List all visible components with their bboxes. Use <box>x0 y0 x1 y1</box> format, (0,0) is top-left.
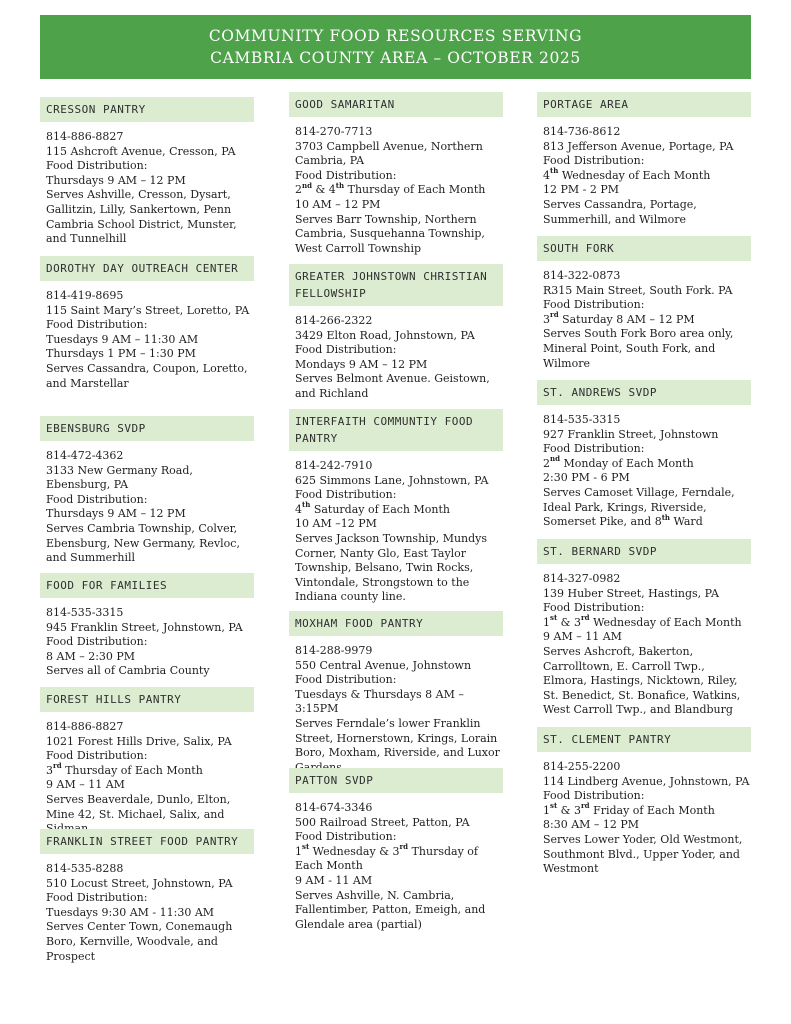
ordinal-suffix: th <box>335 180 345 190</box>
pantry-phone: 814-322-0873 <box>543 269 621 282</box>
service-area: Serves Cassandra, Portage, Summerhill, and Wilmore <box>543 197 697 226</box>
distribution-label: Food Distribution: <box>543 601 645 615</box>
pantry-address: 1021 Forest Hills Drive, Salix, PA <box>46 734 232 748</box>
schedule-text: Saturday of Each Month <box>310 502 450 516</box>
distribution-hours: 12 PM - 2 PM <box>543 183 620 197</box>
pantry-phone: 814-886-8827 <box>46 130 124 143</box>
distribution-schedule <box>543 166 751 184</box>
ordinal-suffix: rd <box>550 310 559 320</box>
ordinal-number: 4 <box>295 502 302 516</box>
ordinal-suffix: rd <box>580 613 590 623</box>
pantry-address: 550 Central Avenue, Johnstown <box>295 658 472 672</box>
ordinal-suffix: nd <box>550 454 560 464</box>
pantry-food-for-families <box>40 573 254 679</box>
pantry-heading: FOREST HILLS PANTRY <box>40 687 254 712</box>
ordinal-suffix: st <box>550 801 558 811</box>
pantry-address: 927 Franklin Street, Johnstown <box>543 427 719 441</box>
distribution-hours: 8:30 AM – 12 PM <box>543 818 640 832</box>
pantry-heading: FOOD FOR FAMILIES <box>40 573 254 598</box>
service-area: Serves Barr Township, Northern Cambria, Susquehanna Township, West Carroll Township <box>295 212 485 255</box>
pantry-address: 3703 Campbell Avenue, Northern Cambria, PA <box>295 139 483 168</box>
pantry-st-clement <box>537 727 751 877</box>
schedule-text: Thursday of Each Month <box>344 183 486 197</box>
ordinal-suffix: nd <box>302 180 312 190</box>
distribution-hours: Thursdays 9 AM – 12 PM <box>46 173 186 187</box>
pantry-address: 813 Jefferson Avenue, Portage, PA <box>543 139 734 153</box>
distribution-hours: Tuesdays & Thursdays 8 AM – 3:15PM <box>295 687 464 716</box>
distribution-label: Food Distribution: <box>295 343 397 357</box>
distribution-label: Food Distribution: <box>46 635 148 649</box>
ordinal-suffix: th <box>661 512 671 522</box>
pantry-portage <box>537 92 751 227</box>
distribution-label: Food Distribution: <box>543 298 645 312</box>
ordinal-number: 1 <box>543 803 550 817</box>
pantry-phone: 814-535-3315 <box>46 606 124 619</box>
schedule-text: Monday of Each Month <box>559 456 694 470</box>
pantry-address: 510 Locust Street, Johnstown, PA <box>46 876 233 890</box>
pantry-details <box>289 117 503 256</box>
pantry-heading: DOROTHY DAY OUTREACH CENTER <box>40 256 254 281</box>
pantry-details <box>289 451 503 605</box>
pantry-forest-hills <box>40 687 254 837</box>
ordinal-suffix: th <box>302 500 311 510</box>
distribution-label: Food Distribution: <box>46 318 148 332</box>
pantry-phone: 814-419-8695 <box>46 289 124 302</box>
pantry-st-bernard-svdp <box>537 539 751 718</box>
distribution-hours: 2:30 PM - 6 PM <box>543 471 630 485</box>
pantry-franklin-street <box>40 829 254 964</box>
pantry-details <box>537 117 751 227</box>
distribution-label: Food Distribution: <box>295 830 397 844</box>
ordinal-suffix: st <box>550 613 558 623</box>
schedule-text: & 4 <box>311 183 336 197</box>
pantry-address: 114 Lindberg Avenue, Johnstown, PA <box>543 774 750 788</box>
distribution-hours: 9 AM – 11 AM <box>543 630 622 644</box>
distribution-schedule <box>543 310 751 328</box>
pantry-phone: 814-242-7910 <box>295 459 373 472</box>
pantry-details <box>289 636 503 775</box>
pantry-cresson <box>40 97 254 247</box>
distribution-label: Food Distribution: <box>46 749 148 763</box>
distribution-hours: 10 AM –12 PM <box>295 517 377 531</box>
ordinal-suffix: rd <box>580 801 590 811</box>
pantry-details <box>40 854 254 964</box>
pantry-heading: PORTAGE AREA <box>537 92 751 117</box>
distribution-hours: Tuesdays 9:30 AM - 11:30 AM <box>46 905 215 919</box>
ordinal-suffix: th <box>550 166 559 176</box>
pantry-heading: CRESSON PANTRY <box>40 97 254 122</box>
schedule-text: & 3 <box>557 803 581 817</box>
schedule-text: Thursday of Each Month <box>61 763 203 777</box>
distribution-hours: 9 AM – 11 AM <box>46 778 125 792</box>
pantry-patton-svdp <box>289 768 503 932</box>
distribution-schedule <box>295 180 503 198</box>
pantry-phone: 814-255-2200 <box>543 760 621 773</box>
pantry-good-samaritan <box>289 92 503 256</box>
distribution-hours: Mondays 9 AM – 12 PM <box>295 357 428 371</box>
pantry-details <box>40 598 254 679</box>
distribution-label: Food Distribution: <box>295 168 397 182</box>
service-area: Serves Lower Yoder, Old Westmont, Southmont Blvd., Upper Yoder, and Westmont <box>543 832 743 876</box>
service-area: Serves Cambria Township, Colver, Ebensburg, New Germany, Revloc, and Summerhill <box>46 521 240 565</box>
pantry-heading: ST. CLEMENT PANTRY <box>537 727 751 752</box>
distribution-schedule <box>543 454 751 472</box>
pantry-address: 139 Huber Street, Hastings, PA <box>543 586 719 600</box>
ordinal-number: 3 <box>543 312 550 326</box>
schedule-text: Wednesday of Each Month <box>558 168 711 182</box>
service-area-text: Ward <box>670 515 703 529</box>
pantry-address: 3133 New Germany Road, Ebensburg, PA <box>46 463 193 492</box>
ordinal-suffix: rd <box>399 842 409 852</box>
service-area-text: Serves Camoset Village, Ferndale, Ideal Park, Krings, Riverside, Somerset Pike, and 8 <box>543 485 735 529</box>
distribution-label: Food Distribution: <box>46 159 148 173</box>
service-area: Serves Center Town, Conemaugh Boro, Kernville, Woodvale, and Prospect <box>46 920 233 963</box>
pantry-phone: 814-472-4362 <box>46 449 124 462</box>
schedule-text: Friday of Each Month <box>589 803 715 817</box>
pantry-heading: FRANKLIN STREET FOOD PANTRY <box>40 829 254 854</box>
service-area <box>543 486 751 530</box>
pantry-address: R315 Main Street, South Fork. PA <box>543 283 733 297</box>
distribution-label: Food Distribution: <box>295 673 397 687</box>
pantry-phone: 814-886-8827 <box>46 720 124 733</box>
service-area: Serves all of Cambria County <box>46 664 210 678</box>
service-area: Serves South Fork Boro area only, Mineral Point, South Fork, and Wilmore <box>543 327 734 370</box>
pantry-phone: 814-535-8288 <box>46 862 124 875</box>
service-area: Serves Belmont Avenue. Geistown, and Richland <box>295 372 490 400</box>
pantry-address: 500 Railroad Street, Patton, PA <box>295 815 470 829</box>
ordinal-number: 1 <box>543 615 550 629</box>
schedule-text: Thursday of Each Month <box>295 844 478 873</box>
pantry-details <box>537 752 751 877</box>
pantry-address: 625 Simmons Lane, Johnstown, PA <box>295 473 489 487</box>
pantry-details <box>40 122 254 247</box>
distribution-label: Food Distribution: <box>46 492 148 506</box>
distribution-label: Food Distribution: <box>295 488 397 502</box>
pantry-phone: 814-266-2322 <box>295 314 373 327</box>
pantry-heading: INTERFAITH COMMUNTIY FOOD PANTRY <box>289 409 503 451</box>
banner-title-line2: CAMBRIA COUNTY AREA – OCTOBER 2025 <box>210 49 581 67</box>
distribution-hours: 8 AM – 2:30 PM <box>46 649 136 663</box>
pantry-heading: PATTON SVDP <box>289 768 503 793</box>
ordinal-number: 3 <box>46 763 53 777</box>
pantry-moxham <box>289 611 503 775</box>
distribution-label: Food Distribution: <box>543 154 645 168</box>
pantry-heading: GREATER JOHNSTOWN CHRISTIAN FELLOWSHIP <box>289 264 503 306</box>
pantry-details <box>289 306 503 402</box>
pantry-address: 945 Franklin Street, Johnstown, PA <box>46 620 243 634</box>
ordinal-suffix: st <box>302 842 310 852</box>
distribution-hours: Thursdays 1 PM – 1:30 PM <box>46 347 196 361</box>
pantry-ebensburg-svdp <box>40 416 254 566</box>
distribution-schedule <box>46 761 254 779</box>
service-area: Serves Ashcroft, Bakerton, Carrolltown, E. Carroll Twp., Elmora, Hastings, Nicktown, Riley, St. Benedict, St. Bonafice, Watkins, West Carroll Twp., and Blandburg <box>543 644 741 717</box>
pantry-phone: 814-674-3346 <box>295 801 373 814</box>
distribution-label: Food Distribution: <box>543 789 645 803</box>
ordinal-number: 2 <box>543 456 550 470</box>
pantry-phone: 814-736-8612 <box>543 125 621 138</box>
pantry-details <box>537 261 751 371</box>
pantry-address: 115 Saint Mary’s Street, Loretto, PA <box>46 303 250 317</box>
pantry-details <box>537 405 751 530</box>
pantry-address: 115 Ashcroft Avenue, Cresson, PA <box>46 144 236 158</box>
service-area: Serves Cassandra, Coupon, Loretto, and Marstellar <box>46 361 248 390</box>
service-area: Serves Ashville, Cresson, Dysart, Gallitzin, Lilly, Sankertown, Penn Cambria School District, Munster, and Tunnelhill <box>46 188 237 246</box>
ordinal-number: 1 <box>295 844 302 858</box>
schedule-text: & 3 <box>557 615 581 629</box>
ordinal-number: 4 <box>543 168 550 182</box>
pantry-heading: ST. BERNARD SVDP <box>537 539 751 564</box>
schedule-text: Wednesday of Each Month <box>589 615 742 629</box>
schedule-text: Saturday 8 AM – 12 PM <box>558 312 695 326</box>
page-banner <box>40 15 751 79</box>
distribution-schedule <box>543 801 751 819</box>
pantry-st-andrews-svdp <box>537 380 751 530</box>
distribution-schedule <box>543 613 751 631</box>
distribution-hours: Thursdays 9 AM – 12 PM <box>46 507 186 521</box>
pantry-details <box>40 281 254 391</box>
pantry-address: 3429 Elton Road, Johnstown, PA <box>295 328 475 342</box>
distribution-hours: 9 AM - 11 AM <box>295 873 373 887</box>
pantry-phone: 814-327-0982 <box>543 572 621 585</box>
pantry-phone: 814-288-9979 <box>295 644 373 657</box>
pantry-phone: 814-270-7713 <box>295 125 373 138</box>
distribution-label: Food Distribution: <box>543 442 645 456</box>
pantry-details <box>289 793 503 932</box>
pantry-details <box>537 564 751 718</box>
pantry-heading: EBENSBURG SVDP <box>40 416 254 441</box>
pantry-interfaith <box>289 409 503 605</box>
ordinal-suffix: rd <box>53 761 62 771</box>
service-area: Serves Jackson Township, Mundys Corner, Nanty Glo, East Taylor Township, Belsano, Twin Rocks, Vintondale, Strongstown to the Indiana county line. <box>295 531 488 604</box>
pantry-south-fork <box>537 236 751 371</box>
distribution-schedule <box>295 842 503 874</box>
distribution-hours: Tuesdays 9 AM – 11:30 AM <box>46 332 199 346</box>
schedule-text: Wednesday & 3 <box>309 844 400 858</box>
pantry-details <box>40 712 254 837</box>
pantry-heading: GOOD SAMARITAN <box>289 92 503 117</box>
pantry-heading: ST. ANDREWS SVDP <box>537 380 751 405</box>
pantry-phone: 814-535-3315 <box>543 413 621 426</box>
pantry-dorothy-day <box>40 256 254 391</box>
pantry-heading: SOUTH FORK <box>537 236 751 261</box>
pantry-details <box>40 441 254 566</box>
distribution-schedule <box>295 500 503 518</box>
service-area: Serves Beaverdale, Dunlo, Elton, Mine 42, St. Michael, Salix, and <box>46 792 231 821</box>
ordinal-number: 2 <box>295 183 302 197</box>
service-area: Serves Ashville, N. Cambria, Fallentimber, Patton, Emeigh, and Glendale area (partial) <box>295 888 486 931</box>
banner-title-line1: COMMUNITY FOOD RESOURCES SERVING <box>208 27 583 45</box>
pantry-greater-johnstown <box>289 264 503 402</box>
distribution-hours: 10 AM – 12 PM <box>295 197 381 211</box>
pantry-heading: MOXHAM FOOD PANTRY <box>289 611 503 636</box>
distribution-label: Food Distribution: <box>46 891 148 905</box>
service-area: Serves Ferndale’s lower Franklin Street, Hornerstown, Krings, Lorain Boro, Moxham, Riverside, and Luxor <box>295 716 500 760</box>
